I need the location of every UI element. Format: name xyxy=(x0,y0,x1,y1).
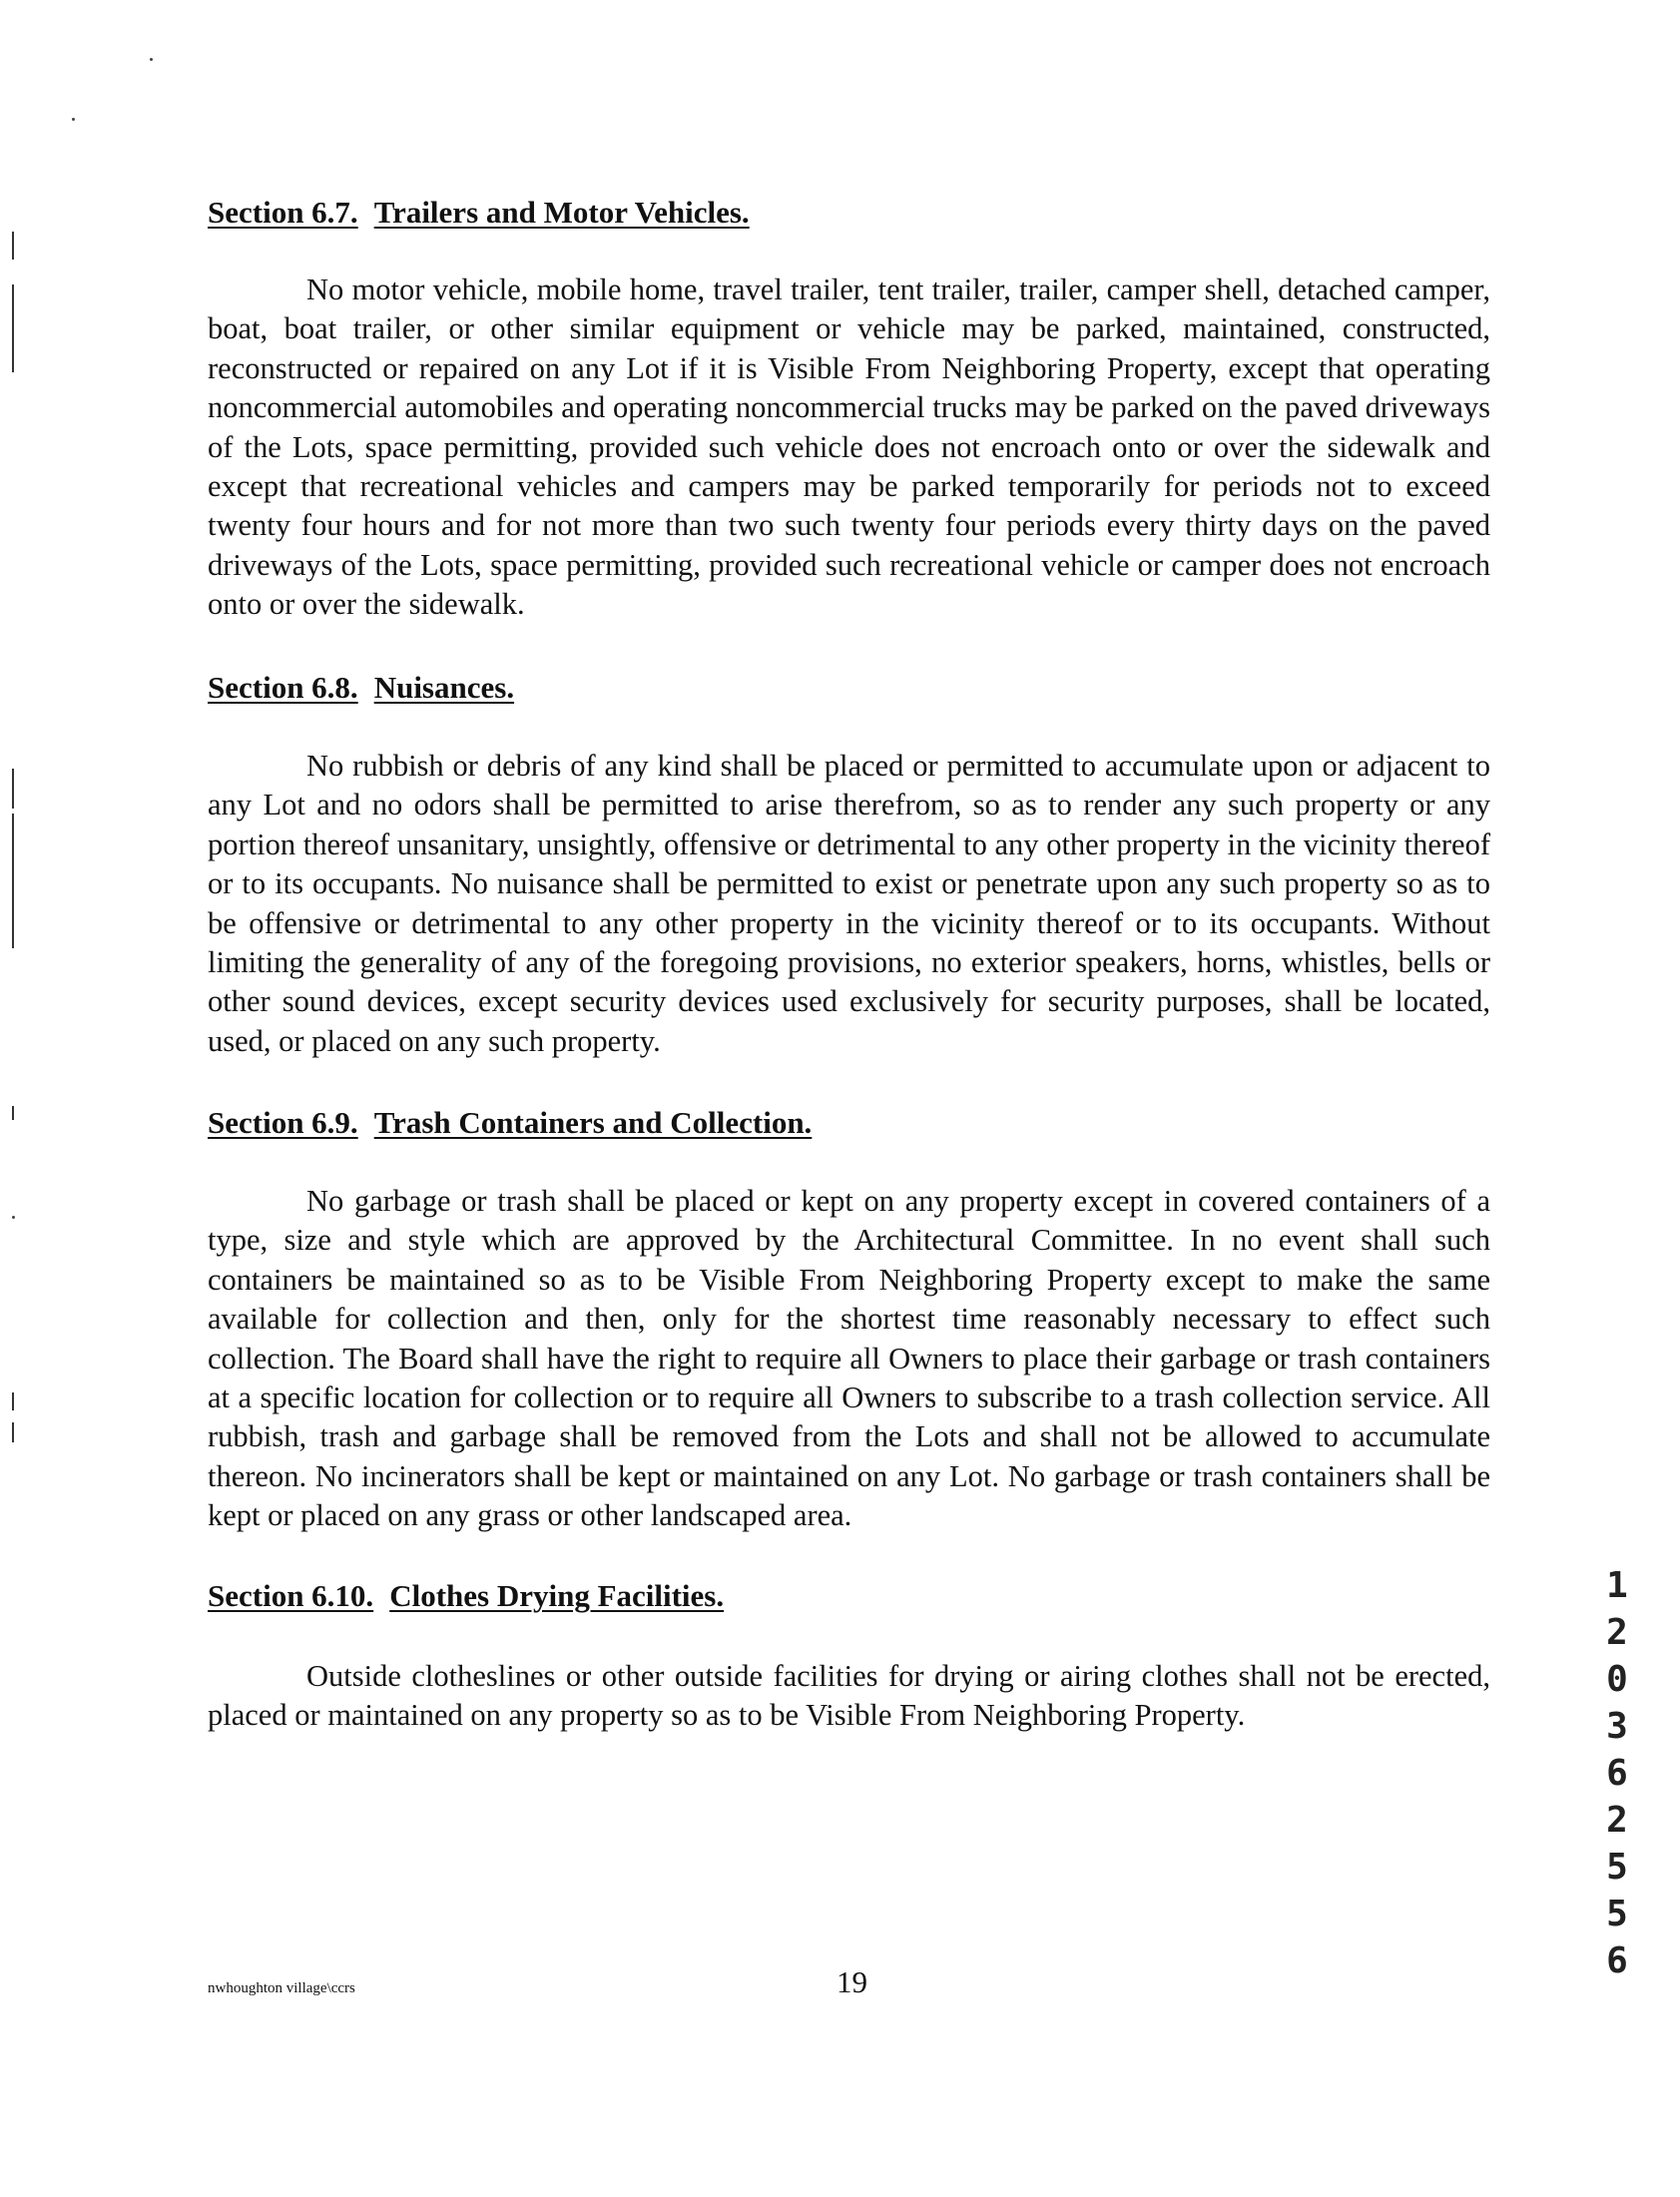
section-title: Trash Containers and Collection. xyxy=(373,1105,813,1140)
section-6-9-body: No garbage or trash shall be placed or kept on any property except in covered containers of a type, size and style which are approved by the Architectural Committee. In no event shall such containers be maintained so as to be Visible From Neighboring Property except to make the same available for collection and then, only for the shortest time reasonably necessary to effect such collection. The Board shall have the right to require all Owners to place their garbage or trash containers at a specific location for collection or to require all Owners to subscribe to a trash collection service. All rubbish, trash and garbage shall be removed from the Lots and shall not be allowed to accumulate thereon. No incinerators shall be kept or maintained on any Lot. No garbage or trash containers shall be kept or placed on any grass or other landscaped area. xyxy=(208,1184,1490,1533)
recording-stamp-upper xyxy=(1597,1562,1637,1797)
stamp-digit: 2 xyxy=(1606,1612,1628,1653)
section-6-8-heading xyxy=(208,669,514,707)
scan-speck xyxy=(150,58,153,61)
margin-revision-mark xyxy=(12,1106,14,1120)
recording-stamp-lower xyxy=(1597,1797,1637,1984)
margin-revision-mark xyxy=(12,769,14,809)
section-number: Section 6.8. xyxy=(208,670,358,705)
section-6-7-heading xyxy=(208,194,750,232)
stamp-digit: 3 xyxy=(1606,1706,1628,1747)
stamp-digit: 6 xyxy=(1606,1940,1628,1981)
scan-speck xyxy=(12,1216,15,1219)
section-number: Section 6.7. xyxy=(208,195,358,230)
footer-file-reference: nwhoughton village\ccrs xyxy=(208,1980,355,1996)
page-number: 19 xyxy=(837,1964,867,1999)
section-6-10-heading xyxy=(208,1577,724,1615)
stamp-digit: 1 xyxy=(1606,1565,1628,1606)
margin-revision-mark xyxy=(12,814,14,948)
section-title: Clothes Drying Facilities. xyxy=(389,1578,725,1613)
stamp-digit: 5 xyxy=(1606,1894,1628,1934)
stamp-digit: 6 xyxy=(1606,1753,1628,1794)
stamp-digit: 5 xyxy=(1606,1847,1628,1888)
margin-revision-mark xyxy=(12,1392,14,1410)
section-6-10-body: Outside clotheslines or other outside facilities for drying or airing clothes shall not be erected, placed or maintained on any property so as to be Visible From Neighboring Property. xyxy=(208,1659,1490,1733)
section-6-8-body: No rubbish or debris of any kind shall be placed or permitted to accumulate upon or adjacent to any Lot and no odors shall be permitted to arise therefrom, so as to render any such property or any portion thereof unsanitary, unsightly, offensive or detrimental to any other property in the vicinity thereof or to its occupants. No nuisance shall be permitted to exist or penetrate upon any such property so as to be offensive or detrimental to any other property in the vicinity thereof or to its occupants. Without limiting the generality of any of the foregoing provisions, no exterior speakers, horns, whistles, bells or other sound devices, except security devices used exclusively for security purposes, shall be located, used, or placed on any such property. xyxy=(208,749,1490,1058)
section-number: Section 6.10. xyxy=(208,1578,374,1613)
stamp-digit: 2 xyxy=(1606,1800,1628,1841)
scan-speck xyxy=(72,118,75,121)
section-6-9-heading xyxy=(208,1104,812,1142)
section-title: Nuisances. xyxy=(373,670,515,705)
section-6-7-body: No motor vehicle, mobile home, travel trailer, tent trailer, trailer, camper shell, detached camper, boat, boat trailer, or other similar equipment or vehicle may be parked, maintained, constructed, reconstructed or repaired on any Lot if it is Visible From Neighboring Property, except that operating noncommercial automobiles and operating noncommercial trucks may be parked on the paved driveways of the Lots, space permitting, provided such vehicle does not encroach onto or over the sidewalk and except that recreational vehicles and campers may be parked temporarily for periods not to exceed twenty four hours and for not more than two such twenty four periods every thirty days on the paved driveways of the Lots, space permitting, provided such recreational vehicle or camper does not encroach onto or over the sidewalk. xyxy=(208,273,1490,622)
section-number: Section 6.9. xyxy=(208,1105,358,1140)
margin-revision-mark xyxy=(12,284,14,372)
margin-revision-mark xyxy=(12,1422,14,1442)
stamp-digit: 0 xyxy=(1606,1659,1628,1700)
section-title: Trailers and Motor Vehicles. xyxy=(373,195,750,230)
margin-revision-mark xyxy=(12,232,14,260)
